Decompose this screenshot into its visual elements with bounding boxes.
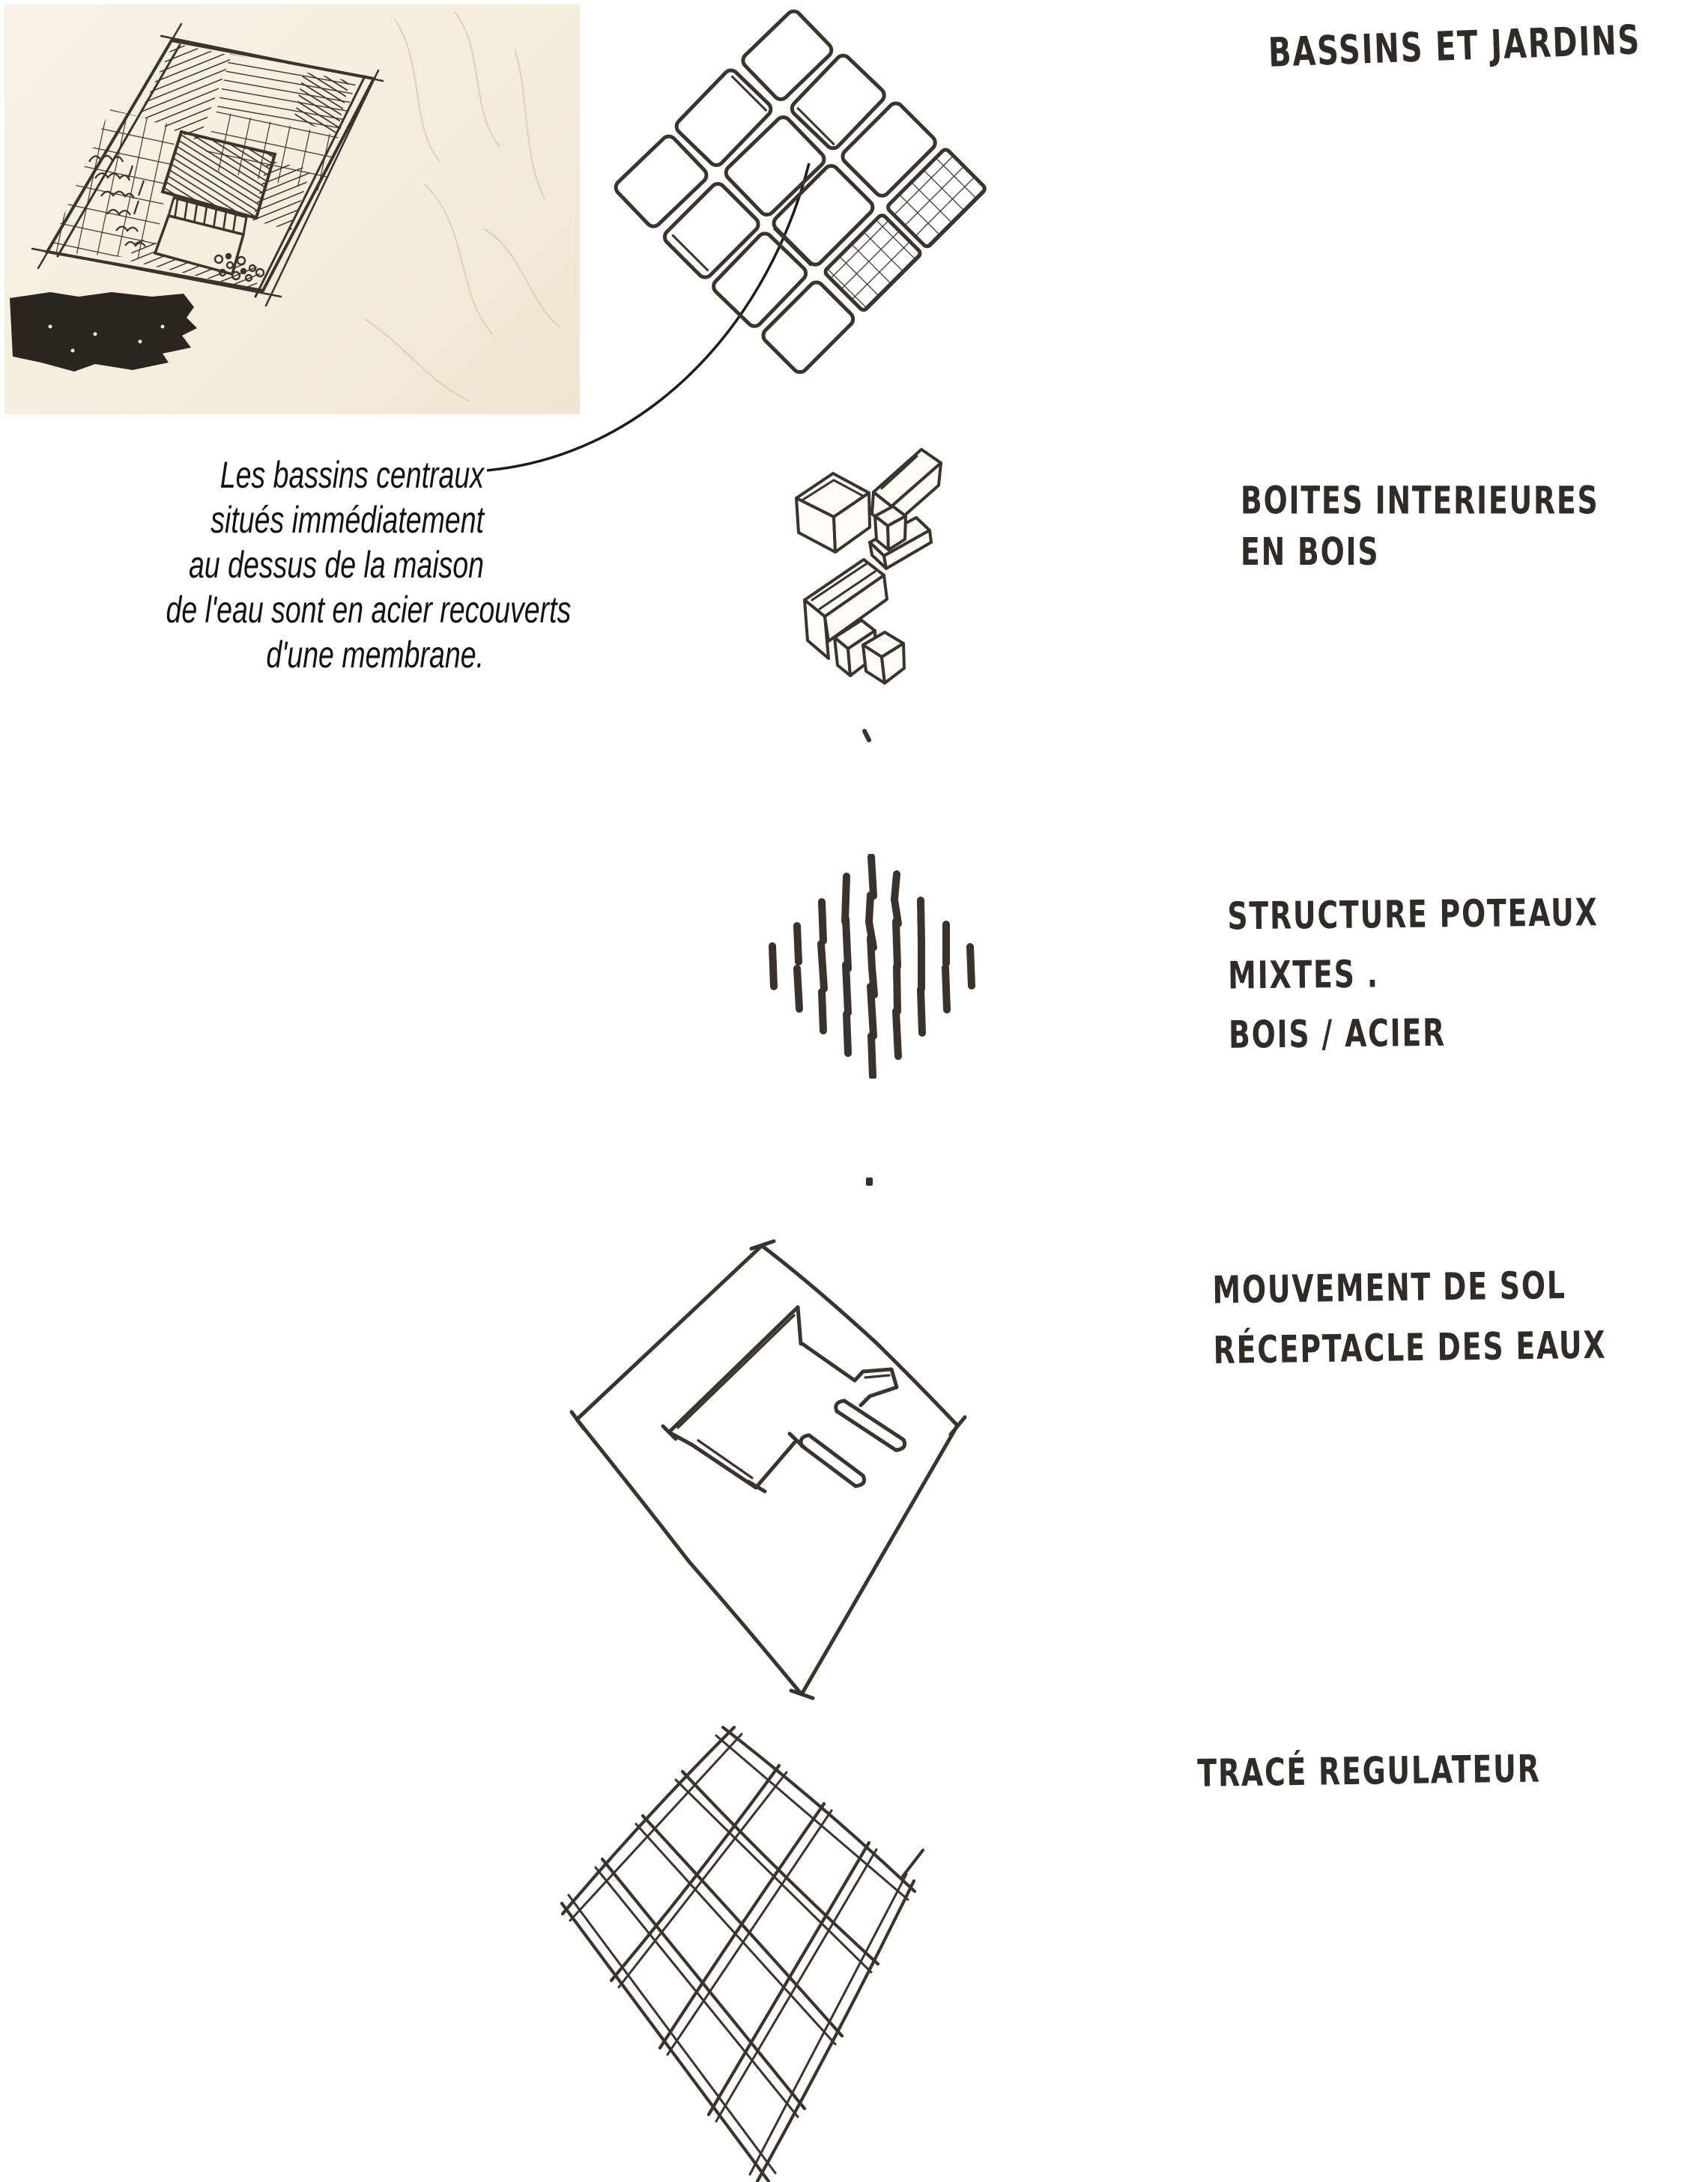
label-line: MOUVEMENT DE SOL [1212, 1263, 1567, 1312]
label-line: STRUCTURE POTEAUX [1227, 890, 1599, 939]
label-line: MIXTES . [1227, 951, 1380, 998]
caption-line: de l'eau sont en acier recouverts [166, 589, 572, 631]
ink-dot [866, 1178, 873, 1186]
diagram-bassins-jardins [592, 0, 996, 390]
caption-line: Les bassins centraux [219, 454, 484, 496]
label-line: BOIS / ACIER [1228, 1010, 1447, 1057]
caption-line: d'une membrane. [266, 634, 484, 676]
label-structure-poteaux [1227, 883, 1600, 1065]
diagram-trace-regulateur [539, 1715, 959, 2182]
label-mouvement-sol [1212, 1255, 1607, 1381]
label-line: TRACÉ REGULATEUR [1197, 1746, 1541, 1795]
diagram-mouvement-sol [554, 1228, 974, 1708]
label-line: BOITES INTERIEURES [1241, 478, 1599, 523]
label-line: BASSINS ET JARDINS [1268, 16, 1642, 77]
caption-line: situés immédiatement [211, 499, 484, 541]
caption [166, 452, 572, 677]
label-line: EN BOIS [1241, 530, 1380, 574]
caption-line: au dessus de la maison [189, 544, 484, 586]
diagram-poteaux [757, 854, 989, 1079]
label-line: RÉCEPTACLE DES EAUX [1213, 1322, 1607, 1372]
label-trace-regulateur [1197, 1747, 1541, 1795]
diagram-boites-bois [772, 427, 966, 749]
label-boites-bois [1241, 475, 1599, 578]
label-bassins-jardins [1268, 17, 1641, 77]
